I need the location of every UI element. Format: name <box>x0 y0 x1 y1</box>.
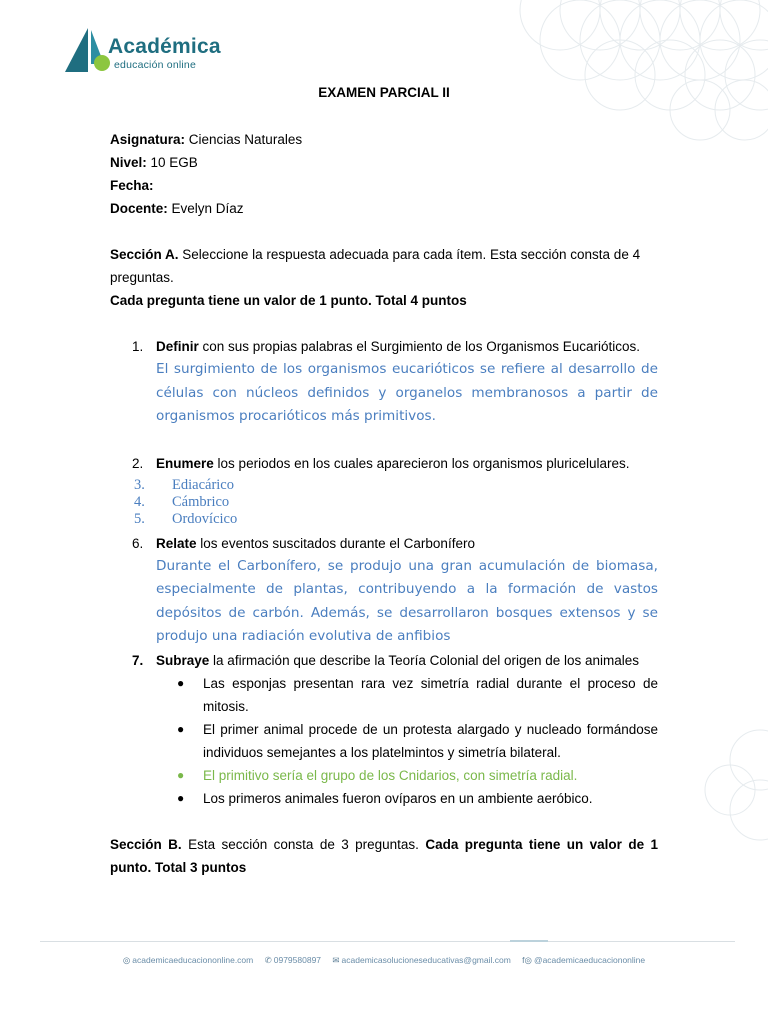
exam-body <box>110 128 658 879</box>
footer-social[interactable]: @academicaeducaciononline <box>533 955 646 965</box>
whatsapp-icon: ✆ <box>264 955 272 965</box>
footer-divider <box>40 941 735 942</box>
footer-email[interactable]: academicasolucioneseducativas@gmail.com <box>341 955 511 965</box>
date-line: Fecha: <box>110 178 154 193</box>
footer-website[interactable]: academicaeducaciononline.com <box>132 955 254 965</box>
section-a-points: Cada pregunta tiene un valor de 1 punto. Total 4 puntos <box>110 293 467 308</box>
question-2: 2. Enumere los periodos en los cuales aparecieron los organismos pluricelulares. <box>132 455 630 471</box>
section-b-instruction: Sección B. Esta sección consta de 3 preguntas. Cada pregunta tiene un valor de 1 punto. Total 3 puntos <box>110 836 658 875</box>
email-icon: ✉ <box>332 955 340 965</box>
footer-phone[interactable]: 0979580897 <box>273 955 322 965</box>
answer-2-item: 5. Ordovícico <box>134 510 238 527</box>
section-a-instruction: Sección A. Seleccione la respuesta adecuada para cada ítem. Esta sección consta de 4 preguntas. <box>110 247 641 285</box>
logo-name: Académica <box>108 35 221 58</box>
footer <box>0 955 768 966</box>
option-bullet-selected: ● El primitivo sería el grupo de los Cnidarios, con simetría radial. <box>177 767 578 783</box>
exam-title: EXAMEN PARCIAL II <box>318 85 450 100</box>
answer-2-item: 4. Cámbrico <box>134 493 230 510</box>
logo-subtitle: educación online <box>114 59 197 71</box>
question-7: 7. Subraye la afirmación que describe la Teoría Colonial del origen de los animales <box>132 652 640 668</box>
option-bullet: ● Las esponjas presentan rara vez simetría radial durante el proceso de mitosis. <box>177 675 658 714</box>
subject-line: Asignatura: Ciencias Naturales <box>110 132 303 147</box>
question-1: 1. Definir con sus propias palabras el Surgimiento de los Organismos Eucarióticos. <box>132 339 640 354</box>
option-bullet: ● Los primeros animales fueron ovíparos en un ambiente aeróbico. <box>177 790 593 806</box>
answer-2-item: 3. Ediacárico <box>134 476 234 493</box>
option-bullet: ● El primer animal procede de un protesta alargado y nucleado formándose individuos semejantes a los platelmintos y simetría bilateral. <box>177 721 658 760</box>
logo <box>64 26 234 76</box>
globe-icon: ◎ <box>122 955 131 965</box>
footer-divider-accent <box>510 940 548 942</box>
facebook-instagram-icon: f◎ <box>522 955 532 965</box>
answer-1: El surgimiento de los organismos eucarióticos se refiere al desarrollo de células con núcleos definidos y organelos membranosos a partir de organismos procarióticos más primitivos. <box>156 361 658 424</box>
teacher-line: Docente: Evelyn Díaz <box>110 201 244 216</box>
answer-6: Durante el Carbonífero, se produjo una gran acumulación de biomasa, especialmente de plantas, contribuyendo a la formación de vastos depósitos de carbón. Además, se desarrollaron bosques extensos y se produjo una radiación evolutiva de anfibios <box>156 557 658 644</box>
sail-logo-icon <box>64 26 114 76</box>
question-6: 6. Relate los eventos suscitados durante el Carbonífero <box>132 535 475 551</box>
level-line: Nivel: 10 EGB <box>110 155 198 170</box>
